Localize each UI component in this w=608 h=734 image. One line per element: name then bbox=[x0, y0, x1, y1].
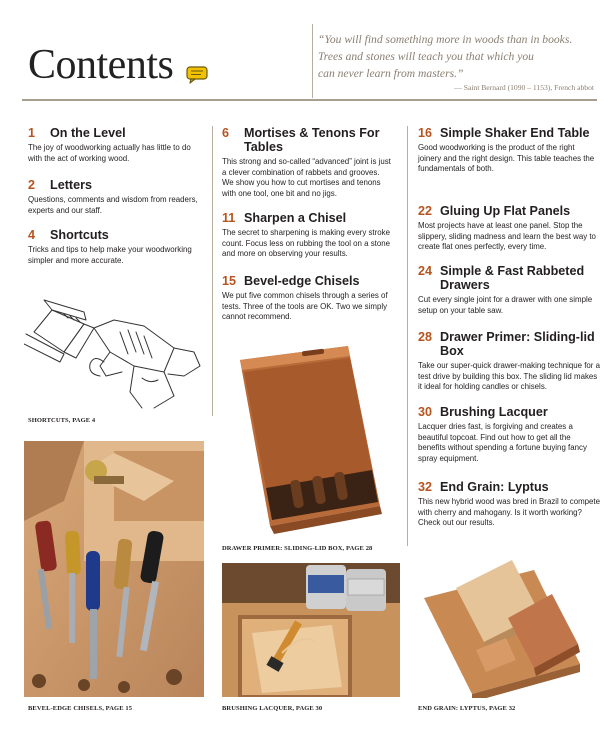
entry-title: Letters bbox=[50, 178, 92, 192]
entry-title: Brushing Lacquer bbox=[440, 405, 548, 419]
sliding-lid-box-photo bbox=[222, 330, 400, 540]
page-number: 4 bbox=[28, 228, 36, 242]
page-number: 30 bbox=[418, 405, 433, 419]
entry-title: Shortcuts bbox=[50, 228, 109, 242]
bevel-edge-chisels-photo bbox=[24, 441, 204, 697]
entry-description: Questions, comments and wisdom from readers, experts and our staff. bbox=[28, 195, 198, 215]
toc-entry[interactable] bbox=[418, 480, 600, 529]
entry-title: Simple Shaker End Table bbox=[440, 126, 590, 140]
column-divider bbox=[407, 126, 408, 546]
toc-entry[interactable] bbox=[222, 211, 392, 260]
entry-title: Gluing Up Flat Panels bbox=[440, 204, 571, 218]
page-number: 24 bbox=[418, 264, 433, 278]
entry-description: Most projects have at least one panel. Stop the slippery, sliding madness and learn the best way to create flat ones perfectly, every time. bbox=[418, 221, 596, 252]
entry-description: The joy of woodworking actually has little to do with the act of working wood. bbox=[28, 143, 191, 163]
epigraph-quote bbox=[318, 32, 590, 82]
toc-entry[interactable] bbox=[28, 126, 198, 164]
toc-entry[interactable] bbox=[418, 405, 600, 464]
toc-entry[interactable] bbox=[28, 178, 198, 216]
quote-left-rule bbox=[312, 24, 313, 98]
quote-line: Trees and stones will teach you that which you bbox=[318, 49, 534, 63]
entry-title: Sharpen a Chisel bbox=[244, 211, 347, 225]
page-title: Contents bbox=[28, 42, 174, 88]
entry-description: The secret to sharpening is making every stroke count. Focus less on rubbing the tool on a stone and more on observing your results. bbox=[222, 228, 391, 259]
image-caption: SHORTCUTS, PAGE 4 bbox=[28, 417, 96, 424]
entry-title: Simple & Fast Rabbeted Drawers bbox=[440, 264, 585, 292]
toc-entry[interactable] bbox=[28, 228, 198, 266]
image-caption: DRAWER PRIMER: SLIDING-LID BOX, PAGE 28 bbox=[222, 545, 373, 552]
lyptus-end-grain-photo bbox=[416, 554, 596, 698]
entry-description: Take our super-quick drawer-making technique for a test drive by building this box. The sliding lid makes it ideal for holding candles or chisels. bbox=[418, 361, 601, 392]
quote-line: “You will find something more in woods than in books. bbox=[318, 33, 573, 46]
entry-title: Bevel-edge Chisels bbox=[244, 274, 360, 288]
chat-bubble-icon bbox=[186, 66, 208, 84]
page-number: 28 bbox=[418, 330, 433, 344]
toc-entry[interactable] bbox=[418, 330, 600, 393]
entry-description: This new hybrid wood was bred in Brazil to compete with cherry and mahogany. Is it worth working? Check out our results. bbox=[418, 497, 601, 528]
toc-entry[interactable] bbox=[418, 126, 600, 175]
toc-entry[interactable] bbox=[418, 204, 600, 253]
toc-entry[interactable] bbox=[222, 126, 392, 199]
entry-description: This strong and so-called “advanced” joint is just a clever combination of rabbets and grooves. We show you how to cut mortises and tenons with one tool, one bit and no jigs. bbox=[222, 157, 391, 198]
entry-description: Good woodworking is the product of the right joinery and the right design. This table teaches the fundamentals of both. bbox=[418, 143, 595, 174]
quote-attribution: — Saint Bernard (1090 – 1153), French abbot bbox=[454, 83, 594, 92]
entry-title: End Grain: Lyptus bbox=[440, 480, 549, 494]
entry-description: We put five common chisels through a series of tests. Three of the tools are OK. Two we simply cannot recommend. bbox=[222, 291, 388, 322]
image-caption: BRUSHING LACQUER, PAGE 30 bbox=[222, 705, 323, 712]
column-divider bbox=[212, 126, 213, 416]
entry-title: On the Level bbox=[50, 126, 126, 140]
quote-line: can never learn from masters.” bbox=[318, 66, 464, 80]
toc-entry[interactable] bbox=[222, 274, 392, 323]
toc-entry[interactable] bbox=[418, 264, 600, 316]
page-number: 22 bbox=[418, 204, 433, 218]
page-number: 11 bbox=[222, 211, 236, 225]
entry-description: Cut every single joint for a drawer with one simple setup on your table saw. bbox=[418, 295, 593, 315]
brushing-lacquer-photo bbox=[222, 563, 400, 697]
page-number: 16 bbox=[418, 126, 433, 140]
page-number: 6 bbox=[222, 126, 230, 140]
page-number: 2 bbox=[28, 178, 36, 192]
entry-description: Tricks and tips to help make your woodworking simpler and more accurate. bbox=[28, 245, 192, 265]
page-number: 32 bbox=[418, 480, 433, 494]
entry-title: Drawer Primer: Sliding-lid Box bbox=[440, 330, 595, 358]
page-number: 15 bbox=[222, 274, 237, 288]
image-caption: END GRAIN: LYPTUS, PAGE 32 bbox=[418, 705, 516, 712]
image-caption: BEVEL-EDGE CHISELS, PAGE 15 bbox=[28, 705, 133, 712]
header-divider bbox=[22, 99, 597, 101]
entry-title: Mortises & Tenons For Tables bbox=[244, 126, 380, 154]
entry-description: Lacquer dries fast, is forgiving and creates a beautiful topcoat. Find out how to get all the benefits without spending a fortune buying fancy spray equipment. bbox=[418, 422, 587, 463]
page-number: 1 bbox=[28, 126, 36, 140]
drill-illustration bbox=[24, 292, 202, 410]
